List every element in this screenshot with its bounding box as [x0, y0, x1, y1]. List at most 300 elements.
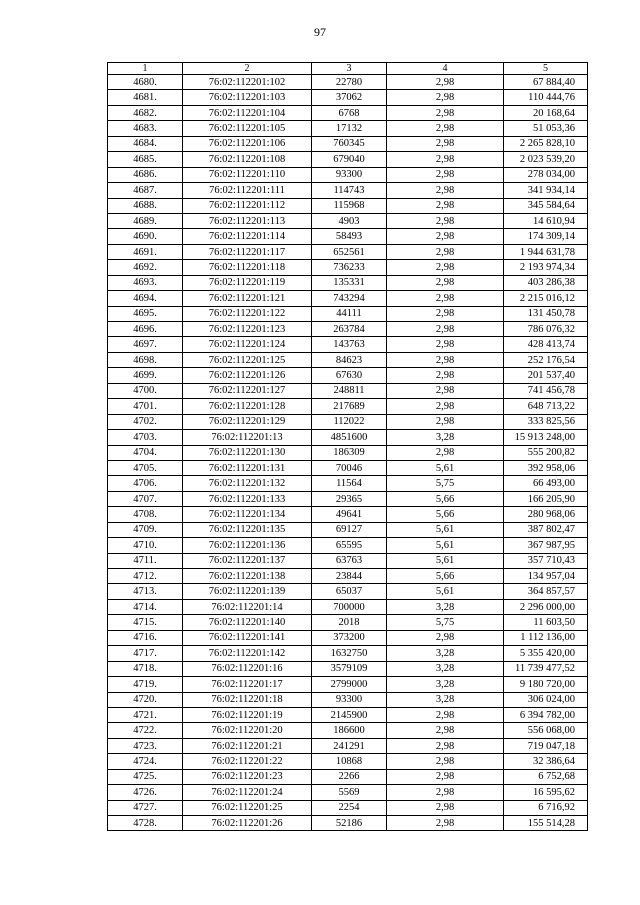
cadastral-number: 76:02:112201:121: [183, 291, 312, 306]
table-row: [108, 816, 588, 831]
table-row: [108, 322, 588, 337]
amount-value: 9 180 720,00: [504, 677, 588, 692]
column-header: 4: [387, 63, 504, 75]
table-row: [108, 306, 588, 321]
row-number: 4700.: [108, 383, 183, 398]
rate-value: 5,61: [387, 553, 504, 568]
area-value: 70046: [312, 460, 387, 475]
area-value: 6768: [312, 105, 387, 120]
rate-value: 3,28: [387, 430, 504, 445]
amount-value: 166 205,90: [504, 491, 588, 506]
table-row: [108, 785, 588, 800]
area-value: 22780: [312, 75, 387, 90]
row-number: 4709.: [108, 522, 183, 537]
row-number: 4691.: [108, 244, 183, 259]
row-number: 4690.: [108, 229, 183, 244]
cadastral-number: 76:02:112201:19: [183, 707, 312, 722]
rate-value: 3,28: [387, 646, 504, 661]
rate-value: 5,61: [387, 460, 504, 475]
row-number: 4698.: [108, 352, 183, 367]
amount-value: 1 944 631,78: [504, 244, 588, 259]
table-row: [108, 75, 588, 90]
area-value: 93300: [312, 692, 387, 707]
table-row: [108, 244, 588, 259]
cadastral-number: 76:02:112201:133: [183, 491, 312, 506]
cadastral-number: 76:02:112201:118: [183, 260, 312, 275]
amount-value: 252 176,54: [504, 352, 588, 367]
row-number: 4717.: [108, 646, 183, 661]
rate-value: 5,61: [387, 538, 504, 553]
row-number: 4694.: [108, 291, 183, 306]
row-number: 4728.: [108, 816, 183, 831]
area-value: 2018: [312, 615, 387, 630]
cadastral-number: 76:02:112201:119: [183, 275, 312, 290]
row-number: 4704.: [108, 445, 183, 460]
table-row: [108, 90, 588, 105]
rate-value: 2,98: [387, 352, 504, 367]
area-value: 679040: [312, 152, 387, 167]
amount-value: 6 716,92: [504, 800, 588, 815]
table-row: [108, 229, 588, 244]
table-row: [108, 198, 588, 213]
amount-value: 20 168,64: [504, 105, 588, 120]
rate-value: 2,98: [387, 167, 504, 182]
table-row: [108, 368, 588, 383]
row-number: 4714.: [108, 599, 183, 614]
row-number: 4682.: [108, 105, 183, 120]
rate-value: 2,98: [387, 399, 504, 414]
area-value: 3579109: [312, 661, 387, 676]
rate-value: 2,98: [387, 816, 504, 831]
row-number: 4684.: [108, 136, 183, 151]
area-value: 11564: [312, 476, 387, 491]
area-value: 52186: [312, 816, 387, 831]
table-row: [108, 183, 588, 198]
amount-value: 51 053,36: [504, 121, 588, 136]
table-row: [108, 538, 588, 553]
area-value: 67630: [312, 368, 387, 383]
cadastral-number: 76:02:112201:103: [183, 90, 312, 105]
rate-value: 2,98: [387, 105, 504, 120]
row-number: 4727.: [108, 800, 183, 815]
table-row: [108, 707, 588, 722]
amount-value: 201 537,40: [504, 368, 588, 383]
cadastral-number: 76:02:112201:117: [183, 244, 312, 259]
cadastral-number: 76:02:112201:136: [183, 538, 312, 553]
column-header: 2: [183, 63, 312, 75]
amount-value: 280 968,06: [504, 507, 588, 522]
row-number: 4695.: [108, 306, 183, 321]
table-row: [108, 507, 588, 522]
area-value: 373200: [312, 630, 387, 645]
cadastral-number: 76:02:112201:135: [183, 522, 312, 537]
rate-value: 5,61: [387, 522, 504, 537]
amount-value: 387 802,47: [504, 522, 588, 537]
row-number: 4685.: [108, 152, 183, 167]
rate-value: 2,98: [387, 75, 504, 90]
amount-value: 786 076,32: [504, 322, 588, 337]
table-row: [108, 275, 588, 290]
amount-value: 333 825,56: [504, 414, 588, 429]
area-value: 10868: [312, 754, 387, 769]
table-row: [108, 522, 588, 537]
row-number: 4706.: [108, 476, 183, 491]
area-value: 263784: [312, 322, 387, 337]
rate-value: 3,28: [387, 692, 504, 707]
cadastral-number: 76:02:112201:129: [183, 414, 312, 429]
row-number: 4688.: [108, 198, 183, 213]
table-header: [108, 63, 588, 75]
rate-value: 5,66: [387, 569, 504, 584]
row-number: 4712.: [108, 569, 183, 584]
area-value: 69127: [312, 522, 387, 537]
cadastral-number: 76:02:112201:124: [183, 337, 312, 352]
table-row: [108, 754, 588, 769]
cadastral-number: 76:02:112201:114: [183, 229, 312, 244]
rate-value: 5,66: [387, 507, 504, 522]
row-number: 4701.: [108, 399, 183, 414]
table-row: [108, 630, 588, 645]
amount-value: 2 296 000,00: [504, 599, 588, 614]
amount-value: 278 034,00: [504, 167, 588, 182]
table-row: [108, 569, 588, 584]
row-number: 4686.: [108, 167, 183, 182]
area-value: 4851600: [312, 430, 387, 445]
cadastral-number: 76:02:112201:23: [183, 769, 312, 784]
row-number: 4697.: [108, 337, 183, 352]
rate-value: 2,98: [387, 383, 504, 398]
rate-value: 5,61: [387, 584, 504, 599]
amount-value: 14 610,94: [504, 213, 588, 228]
amount-value: 556 068,00: [504, 723, 588, 738]
row-number: 4726.: [108, 785, 183, 800]
column-header: 1: [108, 63, 183, 75]
amount-value: 15 913 248,00: [504, 430, 588, 445]
table-row: [108, 553, 588, 568]
cadastral-number: 76:02:112201:110: [183, 167, 312, 182]
cadastral-number: 76:02:112201:106: [183, 136, 312, 151]
area-value: 37062: [312, 90, 387, 105]
area-value: 58493: [312, 229, 387, 244]
table-row: [108, 445, 588, 460]
table-row: [108, 213, 588, 228]
rate-value: 2,98: [387, 707, 504, 722]
rate-value: 3,28: [387, 599, 504, 614]
table-row: [108, 460, 588, 475]
rate-value: 3,28: [387, 661, 504, 676]
area-value: 2266: [312, 769, 387, 784]
row-number: 4721.: [108, 707, 183, 722]
cadastral-number: 76:02:112201:122: [183, 306, 312, 321]
row-number: 4707.: [108, 491, 183, 506]
rate-value: 2,98: [387, 229, 504, 244]
area-value: 49641: [312, 507, 387, 522]
area-value: 114743: [312, 183, 387, 198]
cadastral-number: 76:02:112201:132: [183, 476, 312, 491]
row-number: 4718.: [108, 661, 183, 676]
row-number: 4713.: [108, 584, 183, 599]
area-value: 63763: [312, 553, 387, 568]
area-value: 44111: [312, 306, 387, 321]
table-row: [108, 769, 588, 784]
amount-value: 32 386,64: [504, 754, 588, 769]
cadastral-number: 76:02:112201:131: [183, 460, 312, 475]
table-row: [108, 800, 588, 815]
table-row: [108, 136, 588, 151]
rate-value: 5,75: [387, 615, 504, 630]
row-number: 4702.: [108, 414, 183, 429]
area-value: 84623: [312, 352, 387, 367]
table-row: [108, 352, 588, 367]
amount-value: 648 713,22: [504, 399, 588, 414]
area-value: 4903: [312, 213, 387, 228]
rate-value: 2,98: [387, 738, 504, 753]
area-value: 186309: [312, 445, 387, 460]
amount-value: 392 958,06: [504, 460, 588, 475]
amount-value: 719 047,18: [504, 738, 588, 753]
rate-value: 2,98: [387, 769, 504, 784]
amount-value: 367 987,95: [504, 538, 588, 553]
rate-value: 2,98: [387, 121, 504, 136]
area-value: 5569: [312, 785, 387, 800]
rate-value: 2,98: [387, 630, 504, 645]
rate-value: 2,98: [387, 291, 504, 306]
amount-value: 364 857,57: [504, 584, 588, 599]
area-value: 2799000: [312, 677, 387, 692]
amount-value: 66 493,00: [504, 476, 588, 491]
amount-value: 2 023 539,20: [504, 152, 588, 167]
rate-value: 2,98: [387, 152, 504, 167]
row-number: 4715.: [108, 615, 183, 630]
cadastral-number: 76:02:112201:102: [183, 75, 312, 90]
cadastral-number: 76:02:112201:21: [183, 738, 312, 753]
area-value: 186600: [312, 723, 387, 738]
amount-value: 16 595,62: [504, 785, 588, 800]
area-value: 2254: [312, 800, 387, 815]
amount-value: 6 394 782,00: [504, 707, 588, 722]
area-value: 65595: [312, 538, 387, 553]
amount-value: 403 286,38: [504, 275, 588, 290]
table-row: [108, 383, 588, 398]
rate-value: 2,98: [387, 723, 504, 738]
table-row: [108, 738, 588, 753]
area-value: 743294: [312, 291, 387, 306]
table-row: [108, 677, 588, 692]
cadastral-number: 76:02:112201:126: [183, 368, 312, 383]
area-value: 736233: [312, 260, 387, 275]
rate-value: 3,28: [387, 677, 504, 692]
rate-value: 2,98: [387, 213, 504, 228]
rate-value: 5,75: [387, 476, 504, 491]
column-header: 3: [312, 63, 387, 75]
area-value: 217689: [312, 399, 387, 414]
row-number: 4683.: [108, 121, 183, 136]
table-row: [108, 167, 588, 182]
cadastral-number: 76:02:112201:16: [183, 661, 312, 676]
cadastral-number: 76:02:112201:20: [183, 723, 312, 738]
area-value: 143763: [312, 337, 387, 352]
row-number: 4693.: [108, 275, 183, 290]
cadastral-number: 76:02:112201:111: [183, 183, 312, 198]
amount-value: 345 584,64: [504, 198, 588, 213]
cadastral-number: 76:02:112201:108: [183, 152, 312, 167]
row-number: 4680.: [108, 75, 183, 90]
row-number: 4716.: [108, 630, 183, 645]
amount-value: 357 710,43: [504, 553, 588, 568]
table-row: [108, 152, 588, 167]
amount-value: 67 884,40: [504, 75, 588, 90]
area-value: 115968: [312, 198, 387, 213]
area-value: 65037: [312, 584, 387, 599]
row-number: 4722.: [108, 723, 183, 738]
rate-value: 2,98: [387, 368, 504, 383]
rate-value: 2,98: [387, 260, 504, 275]
rate-value: 2,98: [387, 136, 504, 151]
cadastral-number: 76:02:112201:105: [183, 121, 312, 136]
table-row: [108, 105, 588, 120]
row-number: 4708.: [108, 507, 183, 522]
row-number: 4720.: [108, 692, 183, 707]
area-value: 29365: [312, 491, 387, 506]
cadastral-number: 76:02:112201:104: [183, 105, 312, 120]
table-row: [108, 491, 588, 506]
table-row: [108, 646, 588, 661]
row-number: 4710.: [108, 538, 183, 553]
table-row: [108, 121, 588, 136]
amount-value: 341 934,14: [504, 183, 588, 198]
table-row: [108, 584, 588, 599]
area-value: 1632750: [312, 646, 387, 661]
row-number: 4696.: [108, 322, 183, 337]
rate-value: 2,98: [387, 183, 504, 198]
cadastral-number: 76:02:112201:130: [183, 445, 312, 460]
row-number: 4692.: [108, 260, 183, 275]
table-row: [108, 692, 588, 707]
table-row: [108, 399, 588, 414]
amount-value: 110 444,76: [504, 90, 588, 105]
cadastral-number: 76:02:112201:13: [183, 430, 312, 445]
amount-value: 2 215 016,12: [504, 291, 588, 306]
amount-value: 11 739 477,52: [504, 661, 588, 676]
cadastral-number: 76:02:112201:24: [183, 785, 312, 800]
row-number: 4687.: [108, 183, 183, 198]
amount-value: 131 450,78: [504, 306, 588, 321]
area-value: 135331: [312, 275, 387, 290]
data-table: [107, 62, 588, 831]
amount-value: 428 413,74: [504, 337, 588, 352]
rate-value: 2,98: [387, 800, 504, 815]
table-body: [108, 75, 588, 831]
table-row: [108, 430, 588, 445]
rate-value: 2,98: [387, 785, 504, 800]
cadastral-number: 76:02:112201:141: [183, 630, 312, 645]
rate-value: 5,66: [387, 491, 504, 506]
row-number: 4711.: [108, 553, 183, 568]
table-row: [108, 661, 588, 676]
rate-value: 2,98: [387, 337, 504, 352]
area-value: 93300: [312, 167, 387, 182]
amount-value: 11 603,50: [504, 615, 588, 630]
page-number: 97: [314, 25, 326, 39]
cadastral-number: 76:02:112201:17: [183, 677, 312, 692]
area-value: 248811: [312, 383, 387, 398]
row-number: 4699.: [108, 368, 183, 383]
row-number: 4719.: [108, 677, 183, 692]
area-value: 652561: [312, 244, 387, 259]
header-row: [108, 63, 588, 75]
cadastral-number: 76:02:112201:127: [183, 383, 312, 398]
row-number: 4681.: [108, 90, 183, 105]
amount-value: 174 309,14: [504, 229, 588, 244]
row-number: 4705.: [108, 460, 183, 475]
amount-value: 6 752,68: [504, 769, 588, 784]
area-value: 112022: [312, 414, 387, 429]
area-value: 23844: [312, 569, 387, 584]
table-row: [108, 615, 588, 630]
area-value: 2145900: [312, 707, 387, 722]
cadastral-number: 76:02:112201:22: [183, 754, 312, 769]
cadastral-number: 76:02:112201:125: [183, 352, 312, 367]
row-number: 4724.: [108, 754, 183, 769]
amount-value: 155 514,28: [504, 816, 588, 831]
rate-value: 2,98: [387, 275, 504, 290]
amount-value: 2 265 828,10: [504, 136, 588, 151]
cadastral-number: 76:02:112201:137: [183, 553, 312, 568]
area-value: 17132: [312, 121, 387, 136]
rate-value: 2,98: [387, 244, 504, 259]
rate-value: 2,98: [387, 445, 504, 460]
area-value: 760345: [312, 136, 387, 151]
cadastral-number: 76:02:112201:18: [183, 692, 312, 707]
amount-value: 741 456,78: [504, 383, 588, 398]
rate-value: 2,98: [387, 306, 504, 321]
area-value: 241291: [312, 738, 387, 753]
cadastral-number: 76:02:112201:123: [183, 322, 312, 337]
table-row: [108, 599, 588, 614]
amount-value: 134 957,04: [504, 569, 588, 584]
cadastral-number: 76:02:112201:139: [183, 584, 312, 599]
cadastral-number: 76:02:112201:112: [183, 198, 312, 213]
row-number: 4725.: [108, 769, 183, 784]
cadastral-number: 76:02:112201:140: [183, 615, 312, 630]
table-row: [108, 476, 588, 491]
amount-value: 306 024,00: [504, 692, 588, 707]
table-row: [108, 337, 588, 352]
column-header: 5: [504, 63, 588, 75]
table-row: [108, 723, 588, 738]
area-value: 700000: [312, 599, 387, 614]
cadastral-number: 76:02:112201:142: [183, 646, 312, 661]
amount-value: 5 355 420,00: [504, 646, 588, 661]
cadastral-number: 76:02:112201:138: [183, 569, 312, 584]
rate-value: 2,98: [387, 754, 504, 769]
rate-value: 2,98: [387, 322, 504, 337]
table-row: [108, 414, 588, 429]
table-row: [108, 291, 588, 306]
amount-value: 1 112 136,00: [504, 630, 588, 645]
cadastral-number: 76:02:112201:128: [183, 399, 312, 414]
cadastral-number: 76:02:112201:14: [183, 599, 312, 614]
cadastral-number: 76:02:112201:134: [183, 507, 312, 522]
row-number: 4723.: [108, 738, 183, 753]
row-number: 4689.: [108, 213, 183, 228]
rate-value: 2,98: [387, 90, 504, 105]
cadastral-number: 76:02:112201:25: [183, 800, 312, 815]
amount-value: 2 193 974,34: [504, 260, 588, 275]
rate-value: 2,98: [387, 414, 504, 429]
cadastral-number: 76:02:112201:113: [183, 213, 312, 228]
rate-value: 2,98: [387, 198, 504, 213]
